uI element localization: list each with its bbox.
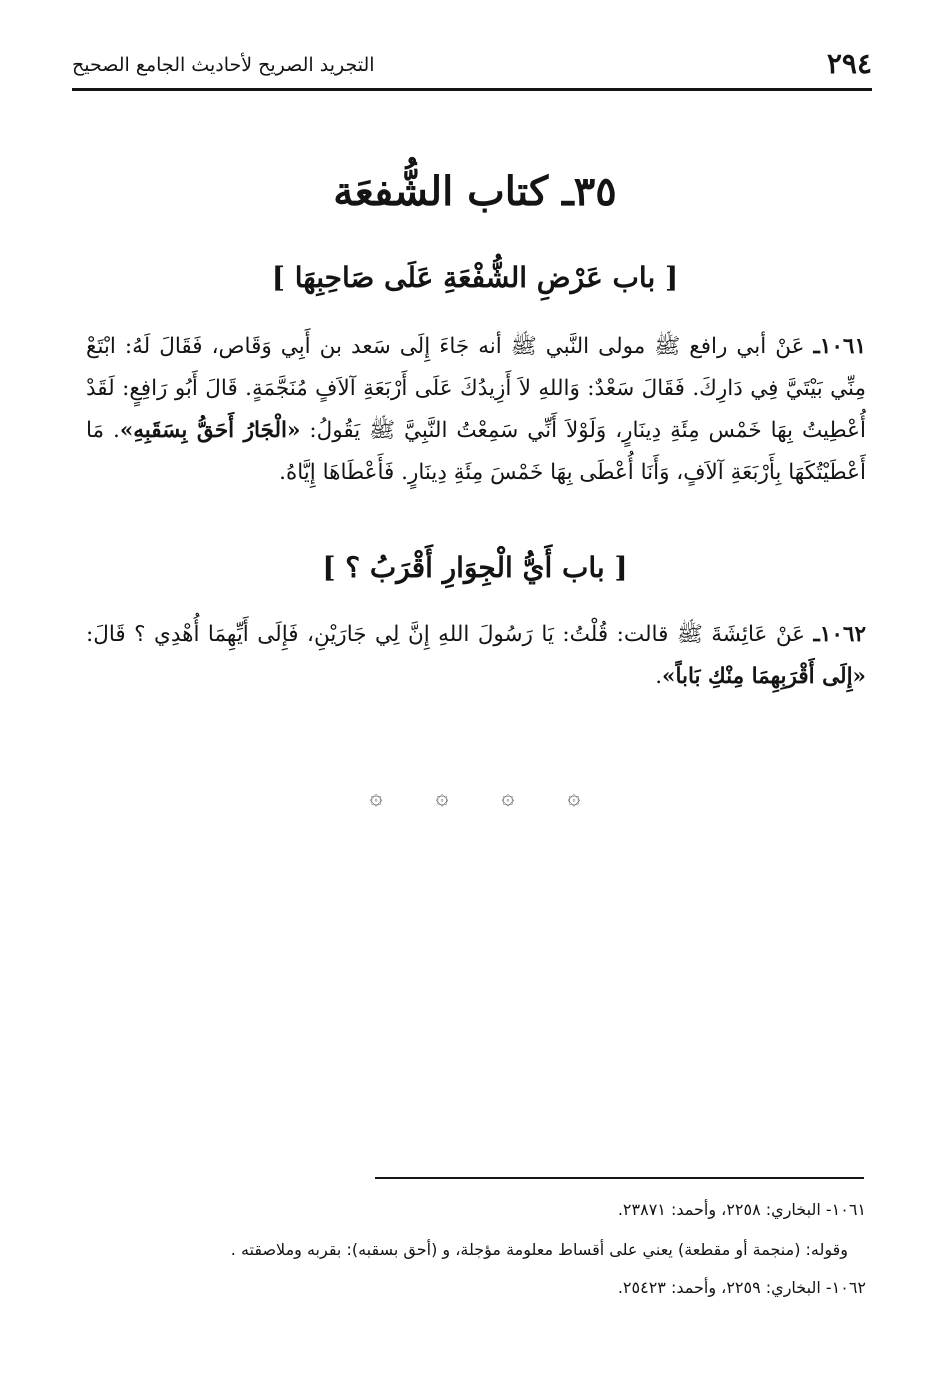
chapter-title: ٣٥ـ كتاب الشُّفعَة <box>333 168 617 215</box>
hadith-2 <box>86 614 866 698</box>
hadith-2-quote: «إِلَى أَقْرَبِهِمَا مِنْكِ بَاباً» <box>662 664 866 689</box>
footnote-3: ١٠٦٢- البخاري: ٢٢٥٩، وأحمد: ٢٥٤٢٣. <box>617 1278 866 1297</box>
section-end-ornaments <box>0 778 950 818</box>
hadith-1 <box>86 326 866 494</box>
star-ornament-icon: ۞ <box>369 785 383 810</box>
hadith-1-text-a: عَنْ أبي رافع ﷺ مولى النَّبي ﷺ أنه جَاءَ إِلَى سَعد بن أَبِي وَقَاص، فَقَالَ لَهُ: ابْتَعْ مِنِّي بَيْتَيَّ فِي دَارِكَ. فَقَالَ سَعْدٌ: وَاللهِ لاَ أَزِيدُكَ عَلَى أَرْبَعَةِ آلاَفٍ مُنَجَّمَةٍ. قَالَ أَبُو رَافِعٍ: لَقَدْ أُعْطِيتُ بِهَا خَمْس مِئَةِ دِينَارٍ، وَلَوْلاَ أَنِّي سَمِعْتُ النَّبِيَّ ﷺ يَقُولُ: <box>86 334 866 443</box>
footnote-2: وقوله: (منجمة أو مقطعة) يعني على أقساط معلومة مؤجلة، و (أحق بسقبه): بقربه وملاصقته . <box>230 1240 848 1259</box>
running-title: التجريد الصريح لأحاديث الجامع الصحيح <box>72 54 375 76</box>
header-rule <box>72 88 872 91</box>
footnote-1: ١٠٦١- البخاري: ٢٢٥٨، وأحمد: ٢٣٨٧١. <box>617 1200 866 1219</box>
hadith-1-text-b: . مَا أَعْطَيْتُكَهَا بِأَرْبَعَةِ آلاَفٍ، وَأَنَا أُعْطَى بِهَا خَمْسَ مِئَةِ دِينَارٍ. فَأَعْطَاهَا إِيَّاهُ. <box>86 418 866 485</box>
page-number: ٢٩٤ <box>826 47 872 80</box>
hadith-1-quote: «الْجَارُ أَحَقُّ بِسَقَبِهِ» <box>119 418 301 443</box>
hadith-number-2: ١٠٦٢ـ <box>813 622 866 647</box>
hadith-2-text-b: . <box>655 664 663 689</box>
star-ornament-icon: ۞ <box>567 785 581 810</box>
star-ornament-icon: ۞ <box>501 785 515 810</box>
page-header <box>72 44 872 86</box>
section-heading-1: [ باب عَرْضِ الشُّفْعَةِ عَلَى صَاحِبِهَا ] <box>271 261 679 294</box>
hadith-number-1: ١٠٦١ـ <box>813 334 866 359</box>
section-heading-2: [ باب أَيُّ الْجِوَارِ أَقْرَبُ ؟ ] <box>322 551 628 584</box>
hadith-2-text-a: عَنْ عَائِشَةَ ﷺ قالت: قُلْتُ: يَا رَسُولَ اللهِ إِنَّ لِي جَارَيْنِ، فَإِلَى أَيِّهِمَا أُهْدِي ؟ قَالَ: <box>86 622 814 647</box>
star-ornament-icon: ۞ <box>435 785 449 810</box>
footnote-rule <box>375 1177 864 1179</box>
